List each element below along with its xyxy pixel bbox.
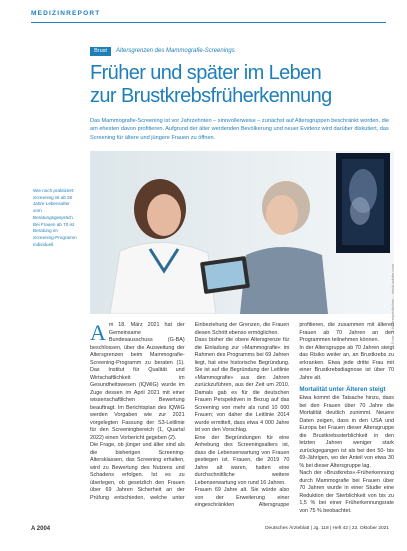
body-paragraph-text: m 18. März 2021 hat der Gemeinsame Bundesausschuss (G-BA) beschlossen, über die Ausweitung der Altersgrenzen beim Mammografie-Screening-Programm zu beraten (1). Das Institut für Qualität und Wirtschaftlichkeit im Gesundheitswesen (IQWiG) wurde im Zuge dessen im April 2021 mit einer wissenschaftlichen Bewertung beauftragt. Im Berichtsplan des IQWiG werden Vorgaben wie zur 2021 vorgelegten Fassung der S3-Leitlinie für den Screeningbereich (1, Quartal 2022) einen Vorbericht gegeben (2). xyxy=(90,322,185,441)
section-divider xyxy=(31,22,386,23)
body-paragraph: Etwa kommt die Tatsache hinzu, dass bei den Frauen über 70 Jahre die Mortalität deutlich zunimmt. Neuere Daten zeigen, dass in den USA und Europa bei Frauen dieser Altersgruppe die Brustkrebssterblichkeit in den letzten Jahren weniger stark zurückgegangen ist als bei den 50- bis 69-Jährigen, wo der Anteil von etwa 30 % bei dieser Altersgruppe lag. xyxy=(299,395,394,469)
headline-line-2: zur Brustkrebsfrüherkennung xyxy=(90,85,332,107)
drop-cap: A xyxy=(90,320,106,345)
page-number: A 2004 xyxy=(31,526,51,532)
lead-paragraph: Das Mammografie-Screening ist vor Jahrzehnten – sinnvollerweise – zunächst auf Altersgruppen beschränkt worden, die am ehesten davon profitieren. Aufgrund der älter werdenden Bevölkerung und neuer Evidenz wird darüber diskutiert, das Screening für ältere und jüngere Frauen zu öffnen. xyxy=(90,118,390,141)
photo-credit: Foto: ©bilderstoeckchen – stock.adobe.com xyxy=(390,264,395,344)
body-paragraph: Dass bisher die obere Altersgrenze für die Einladung zur »Mammografie« im Rahmen des Programms bei 69 Jahren liegt, hat eine historische Begründung. Sie ist auf die Begründung der Leitlinie »Mammografie« aus den Jahren zurückzuführen, aus der Zeit um 2010. Damals gab es für die deutschen Frauen Perspektiven in Bezug auf das Screening von mehr als rund 10 000 Frauen; von daher die Leitlinie 2014 wurde ermittelt, dass etwa 4 000 Jahre ist von den Vorschlag. xyxy=(194,337,290,433)
body-paragraph: Nach der »Brustkrebs«-Früherkennung durch Mammografie bei Frauen über 70 Jahren wurde in einer Studie eine Reduktion der Sterblichkeit von bis zu 1,5 % bei einer Früherkennungsrate von 75 % beobachtet. xyxy=(299,470,394,514)
headline xyxy=(90,62,390,108)
article-body xyxy=(90,322,394,517)
photo-caption: Wie noch praktiziert: Screening ist ab 50 Jahre Lebensalter vom Beratungsgespräch. Bei Frauen ab 70 ist Beratung im Screening-Programm individuell. xyxy=(33,188,77,247)
body-paragraph: Eine der Begründungen für eine Anhebung des Screeningsalters ist, dass die Lebenserwartung von Frauen gestiegen ist. Frauen, die 2019 70 Jahre alt waren, hatten eine durchschnittliche weitere Lebenserwartung von rund 16 Jahren. xyxy=(194,434,290,486)
body-paragraph xyxy=(90,322,185,442)
subheading: Mortalität unter Älteren steigt xyxy=(299,386,386,393)
section-label: MEDIZINREPORT xyxy=(31,10,101,17)
headline-line-1: Früher und später im Leben xyxy=(90,62,322,84)
body-paragraph: Die Frage, ob jünger und älter sind als die bisherigen Screening-Altersklassen, das Screening erhalten, wird zu Bewertung des Nutzens und Schadens erfolgen. Ist es zu überlegen, ob gesetzlich den Frauen über 69 Jahren Sicherheit an der Prüfung entschieden, welche unter Einbeziehung der Grenzen, die Frauen diesen Schritt ebenso ermöglichen. xyxy=(90,322,290,501)
body-paragraph: Frauen 69 Jahre alt. Sie würde also von der Erweiterung einer eingeschränkten Altersgruppe profitieren, die zusammen mit älteren Frauen ab 70 Jahren an den Programmen teilnehmen können. xyxy=(194,322,394,508)
journal-citation: Deutsches Ärzteblatt | Jg. 118 | Heft 42 | 22. Oktober 2021 xyxy=(265,526,389,531)
kicker: Altersgrenzen des Mammografie-Screenings xyxy=(116,48,235,54)
topic-tag: Brust xyxy=(90,47,111,56)
body-paragraph: In der Altersgruppe ab 70 Jahren steigt das Risiko weiter an, an Brustkrebs zu erkranken. Etwa jede dritte Frau mit einer Brustkrebsdiagnose ist über 70 Jahre alt. xyxy=(299,344,394,381)
article-photo xyxy=(90,151,394,314)
